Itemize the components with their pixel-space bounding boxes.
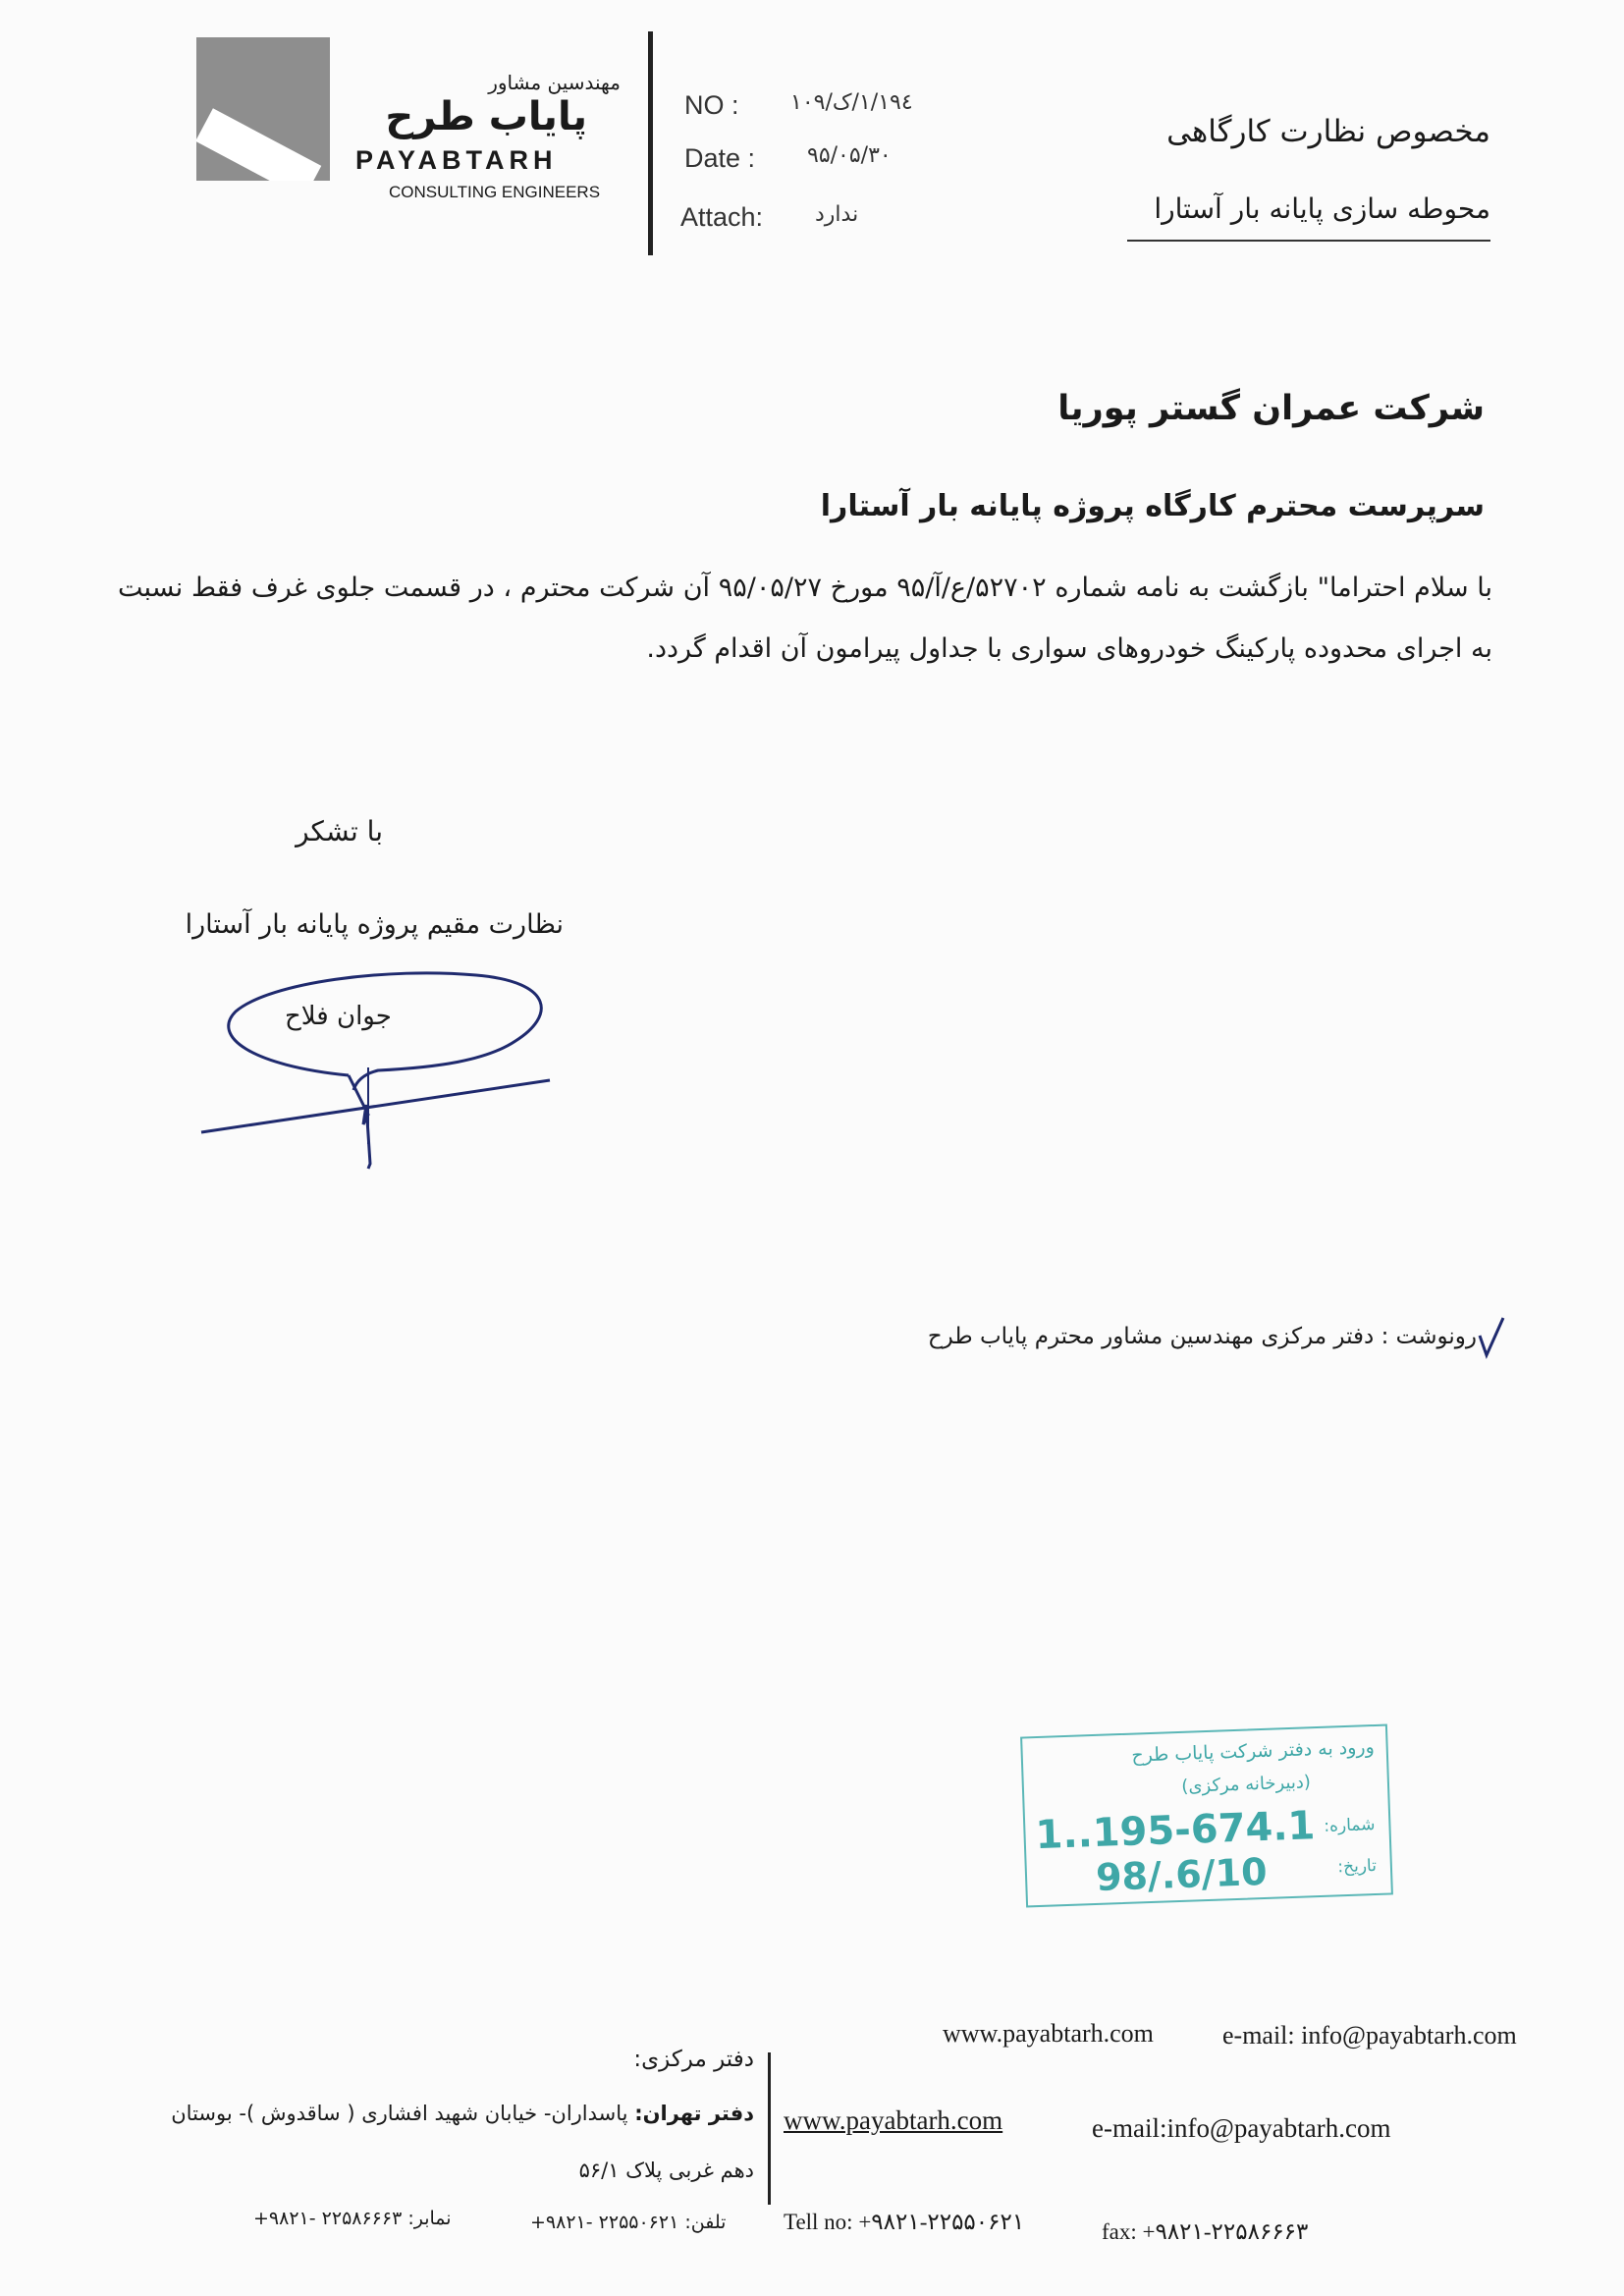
addressee-company: شرکت عمران گستر پوریا <box>1057 389 1485 428</box>
stamp-title: ورود به دفتر شرکت پایاب طرح <box>1130 1736 1376 1767</box>
footer-tehran-label: دفتر تهران: <box>634 2102 754 2125</box>
footer-website-top: www.payabtarh.com <box>943 2019 1154 2048</box>
logo-fa-small: مهندسین مشاور <box>488 71 621 94</box>
logo-en-name: PAYABTARH <box>355 145 558 175</box>
footer-tehran-street: پاسداران- خیابان شهید افشاری ( ساقدوش )- بوستان <box>171 2102 628 2125</box>
date-value: ۹۵/۰۵/۳۰ <box>807 143 892 168</box>
footer-tehran-address-2: دهم غربی پلاک ۵۶/۱ <box>578 2159 754 2182</box>
checkmark-icon <box>1477 1316 1506 1365</box>
footer-email-top: e-mail: info@payabtarh.com <box>1222 2021 1517 2050</box>
attach-label: Attach: <box>680 202 764 232</box>
header-divider <box>648 31 653 255</box>
receipt-stamp <box>1020 1724 1393 1908</box>
footer-phone-fa: تلفن: ۲۲۵۵۰۶۲۱ -۹۸۲۱+ <box>530 2212 727 2233</box>
letter-body: با سلام احتراما" بازگشت به نامه شماره ۵۲۷۰۲/ع/آ/۹۵ مورخ ۹۵/۰۵/۲۷ آن شرکت محترم ، در قسمت جلوی غرف فقط نسبت به اجرای محدوده پارکینگ خودروهای سواری با جداول پیرامون آن اقدام گردد. <box>118 573 1493 664</box>
no-value: ۱۹٤/۱/ک/۱۰۹ <box>790 90 913 115</box>
footer-email[interactable]: e-mail:info@payabtarh.com <box>1092 2113 1391 2143</box>
closing: با تشکر <box>296 815 383 847</box>
stamp-number-label: شماره: <box>1323 1815 1376 1836</box>
footer-tehran-address <box>8 2102 754 2125</box>
company-logo <box>196 37 628 214</box>
logo-fa-name: پایاب طرح <box>385 94 587 139</box>
attach-value: ندارد <box>815 202 859 227</box>
footer-divider <box>768 2052 771 2205</box>
footer-fax-en: fax: +۹۸۲۱-۲۲۵۸۶۶۶۳ <box>1102 2219 1309 2244</box>
addressee-title: سرپرست محترم کارگاه پروژه پایانه بار آستارا <box>820 489 1485 523</box>
logo-mark <box>196 37 330 181</box>
footer-phone-en: Tell no: +۹۸۲۱-۲۲۵۵۰۶۲۱ <box>784 2210 1025 2234</box>
footer-fax-fa: نمابر: ۲۲۵۸۶۶۶۳ -۹۸۲۱+ <box>253 2208 452 2229</box>
footer-central-office: دفتر مرکزی: <box>633 2047 754 2072</box>
header-project: محوطه سازی پایانه بار آستارا <box>1154 192 1490 225</box>
stamp-number-value: 1..195-674.1 <box>1034 1803 1317 1859</box>
logo-en-subtitle: CONSULTING ENGINEERS <box>389 183 601 201</box>
signature-name: جوان فلاح <box>285 1002 392 1031</box>
stamp-date-value: 98/.6/10 <box>1095 1849 1269 1899</box>
date-label: Date : <box>684 143 756 173</box>
no-label: NO : <box>684 90 739 120</box>
header-underline <box>1127 240 1490 242</box>
stamp-subtitle: (دبیرخانه مرکزی) <box>1180 1772 1312 1797</box>
signature-icon <box>191 957 565 1183</box>
signatory: نظارت مقیم پروژه پایانه بار آستارا <box>185 909 564 940</box>
cc-line: رونوشت : دفتر مرکزی مهندسین مشاور محترم پایاب طرح <box>927 1324 1477 1349</box>
header-title: مخصوص نظارت کارگاهی <box>1166 114 1490 149</box>
stamp-date-label: تاریخ: <box>1336 1856 1378 1878</box>
footer-website-link[interactable]: www.payabtarh.com <box>784 2105 1003 2135</box>
